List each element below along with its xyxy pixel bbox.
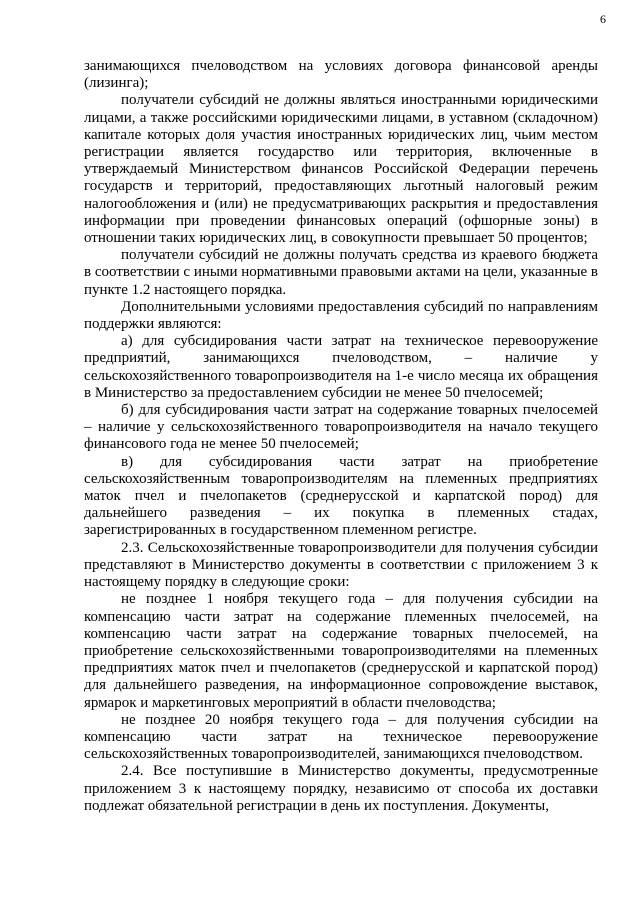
paragraph: занимающихся пчеловодством на условиях договора финансовой аренды (лизинга); [84,58,598,92]
paragraph: получатели субсидий не должны получать средства из краевого бюджета в соответствии с иными нормативными правовыми актами на цели, указанные в пункте 1.2 настоящего порядка. [84,247,598,298]
paragraph: получатели субсидий не должны являться иностранными юридическими лицами, а также российскими юридическими лицами, в уставном (складочном) капитале которых доля участия иностранных юридических лиц, чьим местом регистрации является государство или территория, включенные в утверждаемый Министерством финансов Российской Федерации перечень государств и территорий, предоставляющих льготный налоговый режим налогообложения и (или) не предусматривающих раскрытия и предоставления информации при проведении финансовых операций (офшорные зоны) в отношении таких юридических лиц, в совокупности превышает 50 процентов; [84,92,598,247]
paragraph: Дополнительными условиями предоставления субсидий по направлениям поддержки являются: [84,298,598,333]
paragraph: 2.4. Все поступившие в Министерство документы, предусмотренные приложением 3 к настоящему порядку, независимо от способа их доставки подлежат обязательной регистрации в день их поступления. Документы, [84,763,598,814]
paragraph: 2.3. Сельскохозяйственные товаропроизводители для получения субсидии представляют в Министерство документы в соответствии с приложением 3 к настоящему порядку в следующие сроки: [84,539,598,591]
page-number: 6 [600,12,606,26]
paragraph: не позднее 20 ноября текущего года – для получения субсидии на компенсацию части затрат на техническое перевооружение сельскохозяйственных товаропроизводителей, занимающихся пчеловодством. [84,711,598,763]
paragraph: в) для субсидирования части затрат на приобретение сельскохозяйственным товаропроизводителям на племенных предприятиях маток пчел и пчелопакетов (среднерусской и карпатской пород) для дальнейшего разведения – их покупка в племенных стадах, зарегистрированных в государственном племенном регистре. [84,453,598,539]
paragraph: не позднее 1 ноября текущего года – для получения субсидии на компенсацию части затрат на содержание племенных пчелосемей, на компенсацию части затрат на содержание товарных пчелосемей, на приобретение сельскохозяйственными товаропроизводителями на племенных предприятиях маток пчел и пчелопакетов (среднерусской и карпатской пород) для дальнейшего разведения, на информационное сопровождение выставок, ярмарок и маркетинговых мероприятий в области пчеловодства; [84,591,598,711]
document-body [84,58,598,815]
paragraph: б) для субсидирования части затрат на содержание товарных пчелосемей – наличие у сельскохозяйственного товаропроизводителя на начало текущего финансового года не менее 50 пчелосемей; [84,402,598,453]
paragraph: а) для субсидирования части затрат на техническое перевооружение предприятий, занимающихся пчеловодством, – наличие у сельскохозяйственного товаропроизводителя на 1-е число месяца их обращения в Министерство за предоставлением субсидии не менее 50 пчелосемей; [84,333,598,401]
